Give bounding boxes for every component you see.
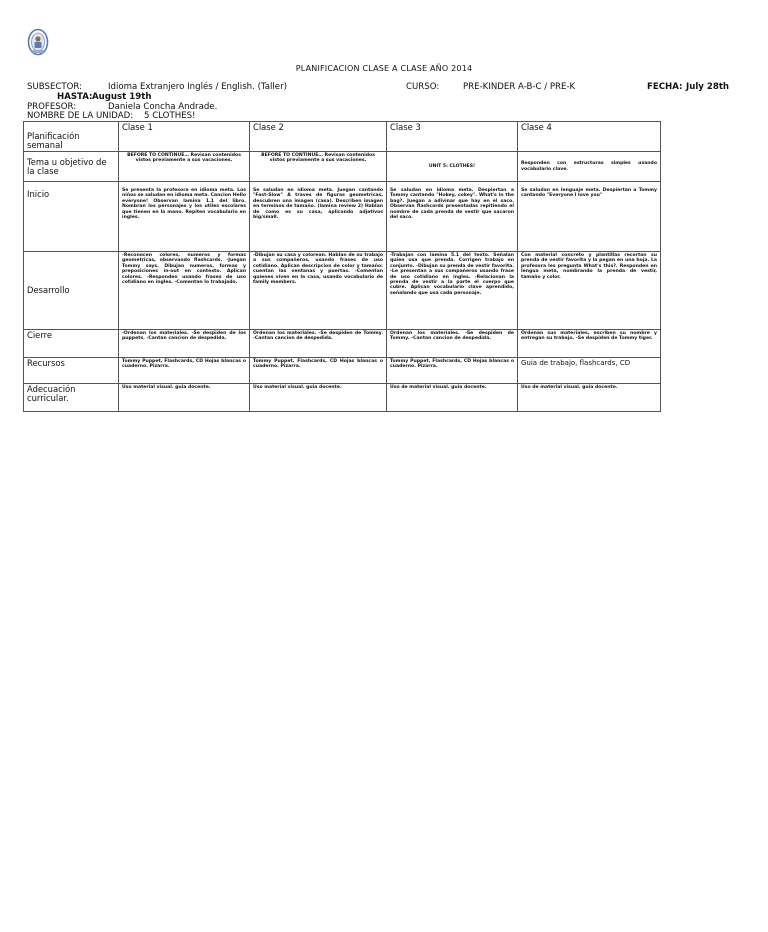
row-label-desarrollo: Desarrollo — [24, 252, 119, 330]
cell-adecuacion-clase-1: Uso material visual. guia docente. — [119, 384, 250, 412]
cell-cierre-clase-4: Ordenan sus materiales, escriben su nombre y entregan su trabajo. -Se despiden de Tommy tiger. — [518, 330, 661, 358]
curso-value: PRE-KINDER A-B-C / PRE-K — [463, 82, 576, 92]
hasta-value: August 19th — [92, 92, 152, 102]
cell-inicio-clase-2: Se saludan en idioma meta. Juegan cantando "Fast-Slow" A traves de figuras geometricas, descubren una imagen (casa). Describen imagen en terminos de tamaño. (lamina review 2) Hablan de como es su casa, aplicando adjetivos big/small. — [250, 182, 387, 252]
hasta-label: HASTA: — [57, 92, 93, 102]
row-label-cierre: Cierre — [24, 330, 119, 358]
column-header-clase-4: Clase 4 — [518, 122, 661, 152]
cell-recursos-clase-4: Guia de trabajo, flashcards, CD — [518, 358, 661, 384]
unidad-value: 5 CLOTHES! — [144, 111, 196, 121]
curso-label: CURSO: — [406, 82, 440, 92]
row-label-adecuacion: Adecuación curricular. — [24, 384, 119, 412]
cell-tema-clase-2: BEFORE TO CONTINUE… Revisan contenidos vistos previamente a sus vacaciones. — [250, 152, 387, 182]
unidad-label: NOMBRE DE LA UNIDAD: — [27, 111, 134, 121]
cell-tema-clase-3: UNIT 5: CLOTHES! — [387, 152, 518, 182]
fecha-label: FECHA: — [647, 82, 683, 92]
subsector-value: Idioma Extranjero Inglés / English. (Taller) — [108, 82, 287, 92]
row-label-recursos: Recursos — [24, 358, 119, 384]
row-label-tema: Tema u objetivo de la clase — [24, 152, 119, 182]
cell-recursos-clase-2: Tommy Puppet, Flashcards, CD Hojas blancas o cuaderno. Pizarra. — [250, 358, 387, 384]
cell-recursos-clase-3: Tommy Puppet, Flashcards, CD Hojas blancas o cuaderno. Pizarra. — [387, 358, 518, 384]
column-header-clase-1: Clase 1 — [119, 122, 250, 152]
table-row-desarrollo — [24, 252, 661, 330]
subsector-label: SUBSECTOR: — [27, 82, 82, 92]
cell-cierre-clase-2: Ordenan los materiales. -Se despiden de Tommy. -Cantan cancion de despedida. — [250, 330, 387, 358]
column-header-clase-2: Clase 2 — [250, 122, 387, 152]
cell-desarrollo-clase-3: -Trabajan con lamina 5.1 del texto. Señalan quien usa que prenda. Corrigen trabajo en conjunto. -Dibujan su prenda de vestir favorita. -Le presentan a sus compañeros usando frase de uso cotidiano en ingles. -Relacionan la prenda de vestir a la parte el cuerpo que cubre. Aplican vocabulario clave aprendido, señalando que usa cada personaje. — [387, 252, 518, 330]
table-row-adecuacion — [24, 384, 661, 412]
cell-cierre-clase-1: -Ordenan los materiales. -Se despiden de los puppets. -Cantan cancion de despedida. — [119, 330, 250, 358]
profesor-label: PROFESOR: — [27, 102, 77, 112]
cell-inicio-clase-4: Se saludan en lenguaje meta. Despiertan a Tommy cantando "Everyone I love you" — [518, 182, 661, 252]
cell-cierre-clase-3: Ordenan los materiales. -Se despiden de Tommy. -Cantan cancion de despedida. — [387, 330, 518, 358]
cell-tema-clase-1: BEFORE TO CONTINUE… Revisan contenidos vistos previamente a sus vacaciones. — [119, 152, 250, 182]
fecha-value: July 28th — [686, 82, 730, 92]
cell-tema-clase-4: Responden con estructuras simples usando vocabulario clave. — [518, 152, 661, 182]
row-label-inicio: Inicio — [24, 182, 119, 252]
table-row-tema — [24, 152, 661, 182]
cell-desarrollo-clase-2: -Dibujan su casa y colorean. Hablan de su trabajo a sus compañeros, usando frases de uso cotidiano. Aplican descripcion de color y tamaño: cuentan las ventanas y puertas. -Comentan quienes viven en la casa, usando vocabulario de family members. — [250, 252, 387, 330]
table-corner-cell: Planificación semanal — [24, 122, 119, 152]
planning-table — [23, 121, 661, 412]
table-header-row — [24, 122, 661, 152]
profesor-value: Daniela Concha Andrade. — [108, 102, 218, 112]
cell-adecuacion-clase-3: Uso de material visual. guia docente. — [387, 384, 518, 412]
cell-adecuacion-clase-4: Uso de material visual. guia docente. — [518, 384, 661, 412]
cell-inicio-clase-3: Se saludan en idioma meta. Despiertan a Tommy cantando "Hokey, cokey". What's in the bag?. Juegan a adivinar que hay en el saco. Observan flashcards presentadas repitiendo el nombre de cada prenda de vestir que sacaron del saco. — [387, 182, 518, 252]
table-row-inicio — [24, 182, 661, 252]
cell-inicio-clase-1: Se presenta la profesora en idioma meta. Los niños se saludan en idioma meta. Cancion Hello everyone! Observan lamina 1.1 del libro. Nombran los personajes y los utiles escolares que tienen en la mano. Repiten vocabulario en ingles. — [119, 182, 250, 252]
school-crest-icon — [27, 28, 49, 56]
cell-desarrollo-clase-1: -Reconocen colores, numeros y formas geometricas, observando flashcards. -Juegan Tommy says. Dibujan numeros, formas y preposiciones in-out en contexto. Aplican colores. -Responden usando frases de uso cotidiano en ingles. -Comentan lo trabajado. — [119, 252, 250, 330]
cell-desarrollo-clase-4: Con material concreto y plantillas recortan su prenda de vestir favorita y la pegan en una hoja. La profesora les pregunta What's this?. Responden en lengua meta, nombrando la prenda de vestir, tamaño y color. — [518, 252, 661, 330]
document-title: PLANIFICACION CLASE A CLASE AÑO 2014 — [295, 64, 473, 73]
column-header-clase-3: Clase 3 — [387, 122, 518, 152]
cell-recursos-clase-1: Tommy Puppet, Flashcards, CD Hojas blancas o cuaderno. Pizarra. — [119, 358, 250, 384]
cell-adecuacion-clase-2: Uso material visual. guia docente. — [250, 384, 387, 412]
table-row-recursos — [24, 358, 661, 384]
table-row-cierre — [24, 330, 661, 358]
